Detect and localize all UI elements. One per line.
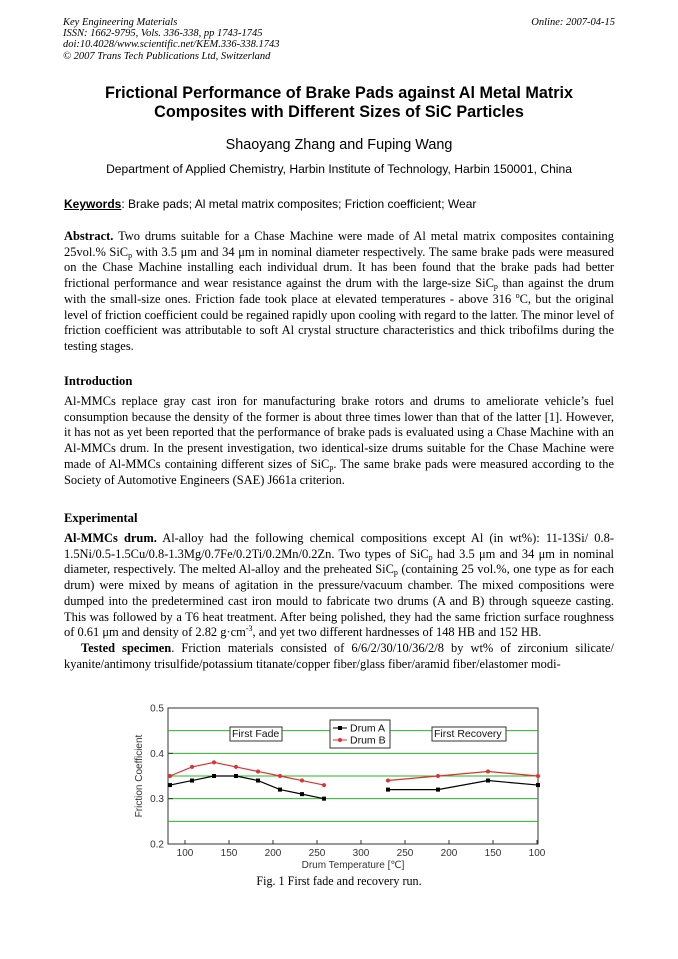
data-point-drum-a — [322, 797, 326, 801]
exp-text-3: (containing 25 vol.%, one type as for each drum) were mixed by means of agitation in the pressure/vacuum chamber. The mixed compositions were dumped into the predetermined cast iron mould to fabricate two drums (A and B) through squeeze casting. This was followed by a T6 heat treatment. After being polished, they had the same friction surface roughness of 0.61 μm and density of 2.82 g·cm — [64, 562, 614, 640]
doi-line: doi:10.4028/www.scientific.net/KEM.336-338.1743 — [63, 39, 280, 51]
abstract-text-3: than against the drum with the small-size ones. Friction fade took place at elevated temperatures - above 316 — [64, 276, 614, 306]
drum-label: Al-MMCs drum. — [64, 531, 157, 545]
authors: Shaoyang Zhang and Fuping Wang — [225, 137, 453, 153]
data-point-drum-a — [278, 788, 282, 792]
data-point-drum-a — [212, 774, 216, 778]
paper-title — [40, 84, 638, 122]
data-point-drum-b — [190, 765, 194, 769]
data-point-drum-b — [168, 774, 172, 778]
data-point-drum-b — [486, 769, 490, 773]
journal-header — [63, 17, 280, 62]
keywords-text: Brake pads; Al metal matrix composites; Friction coefficient; Wear — [128, 197, 477, 211]
x-tick-label: 150 — [484, 848, 502, 859]
exp-text-2: had 3.5 μm and 34 μm in nominal diameter, respectively. The melted Al-alloy and the preheated SiC — [64, 546, 614, 577]
y-tick-label: 0.2 — [150, 839, 164, 851]
data-point-drum-b — [212, 760, 216, 764]
intro-text-1: Al-MMCs replace gray cast iron for manufacturing brake rotors and drums to ameliorate vehicle’s fuel consumption because the density of the former is about three times lower than that of the latter [1]. However, it has not as yet been reported that the performance of brake pads is evaluated using a Chase Machine with an Al-MMCs drum. In the present investigation, two identical-size drums suitable for the Chase Machine were made of Al-MMCs containing different sizes of SiC — [64, 394, 614, 471]
exp-text-4: , and yet two different hardnesses of 148 HB and 152 HB. — [252, 625, 542, 640]
exp-text-5: . Friction materials consisted of 6/6/2/30/10/36/2/8 by wt% of zirconium silicate/ kyanite/antimony trisulfide/potassium titanate/copper fiber/glass fiber/aramid fiber/elastomer modi- — [64, 640, 614, 671]
data-point-drum-a — [436, 788, 440, 792]
first-fade-label: First Fade — [232, 728, 280, 740]
data-point-drum-b — [386, 779, 390, 783]
introduction-heading: Introduction — [64, 374, 133, 388]
data-point-drum-b — [234, 765, 238, 769]
x-tick-label: 200 — [440, 848, 458, 859]
abstract-sub-2: p — [493, 282, 498, 292]
title-line-2: Composites with Different Sizes of SiC Particles — [154, 103, 524, 121]
exp-sub-2: p — [393, 568, 398, 578]
issn-line: ISSN: 1662-9795, Vols. 336-338, pp 1743-1745 — [63, 28, 263, 40]
data-point-drum-b — [278, 774, 282, 778]
data-point-drum-a — [234, 774, 238, 778]
data-point-drum-a — [190, 779, 194, 783]
data-point-drum-a — [168, 783, 172, 787]
data-point-drum-b — [436, 774, 440, 778]
y-tick-label: 0.4 — [150, 748, 164, 760]
experimental-paragraphs — [64, 531, 614, 672]
abstract-text-4: C, but the original level of friction coefficient could be regained rapidly upon cooling with regard to the latter. The minor level of friction coefficient was attributable to soft Al crystal structure characteristics and thick tribofilms during the testing stages. — [64, 291, 614, 353]
abstract-label: Abstract. — [64, 229, 114, 243]
intro-text-2: . The same brake pads were measured according to the Society of Automotive Engineers (SAE) J661a criterion. — [64, 456, 614, 487]
x-tick-label: 100 — [528, 848, 546, 859]
data-point-drum-a — [386, 788, 390, 792]
specimen-label: Tested specimen — [81, 640, 172, 655]
exp-sup-1: -3 — [245, 624, 253, 634]
data-point-drum-a — [300, 792, 304, 796]
affiliation: Department of Applied Chemistry, Harbin Institute of Technology, Harbin 150001, China — [106, 162, 572, 176]
abstract-text-2: with 3.5 μm and 34 μm in nominal diameter respectively. The same brake pads were measured on the Chase Machine installing each individual drum. It has been found that the brake pads had better frictional performance and wear resistance against the drum with the large-size SiC — [64, 244, 614, 291]
abstract-sub-1: p — [128, 250, 133, 260]
x-tick-label: 300 — [352, 848, 370, 859]
legend-marker — [338, 726, 342, 730]
x-tick-label: 100 — [176, 848, 194, 859]
data-point-drum-b — [322, 783, 326, 787]
abstract-text-1: Two drums suitable for a Chase Machine were made of Al metal matrix composites containing 25vol.% SiC — [64, 229, 614, 259]
title-line-1: Frictional Performance of Brake Pads against Al Metal Matrix — [104, 84, 574, 102]
exp-text-1: Al-alloy had the following chemical compositions except Al (in wt%): 11-13Si/ 0.8-1.5Ni/0.5-1.5Cu/0.8-1.3Mg/0.7Fe/0.2Ti/0.2Mn/0.2Zn. Two types of SiC — [64, 531, 614, 561]
journal-name: Key Engineering Materials — [63, 17, 178, 28]
first-recovery-label: First Recovery — [434, 728, 502, 740]
x-tick-label: 200 — [264, 848, 282, 859]
introduction-paragraph — [64, 394, 614, 488]
y-axis-title: Friction Coefficient — [134, 734, 145, 818]
legend-label: Drum B — [350, 734, 386, 747]
legend-label: Drum A — [350, 722, 386, 735]
x-tick-label: 250 — [396, 848, 414, 859]
data-point-drum-a — [486, 779, 490, 783]
abstract — [64, 229, 614, 355]
legend-marker — [338, 738, 342, 742]
data-point-drum-a — [256, 779, 260, 783]
data-point-drum-a — [536, 783, 540, 787]
x-axis-title: Drum Temperature [℃] — [301, 860, 405, 871]
y-tick-label: 0.3 — [150, 794, 164, 806]
copyright-line: © 2007 Trans Tech Publications Ltd, Switzerland — [63, 50, 271, 62]
y-tick-label: 0.5 — [150, 703, 164, 715]
experimental-heading: Experimental — [64, 511, 138, 525]
keywords-label: Keywords — [64, 197, 122, 211]
keywords: Keywords: Brake pads; Al metal matrix composites; Friction coefficient; Wear — [64, 197, 477, 211]
intro-sub-1: p — [329, 462, 334, 472]
friction-chart — [130, 698, 550, 874]
x-tick-label: 250 — [308, 848, 326, 859]
data-point-drum-b — [300, 779, 304, 783]
online-date: Online: 2007-04-15 — [531, 17, 615, 28]
figure-caption: Fig. 1 First fade and recovery run. — [256, 874, 422, 888]
data-point-drum-b — [536, 774, 540, 778]
exp-sub-1: p — [428, 552, 433, 562]
figure-1 — [130, 698, 550, 874]
x-tick-label: 150 — [220, 848, 238, 859]
abstract-sup-1: o — [515, 290, 520, 300]
data-point-drum-b — [256, 769, 260, 773]
